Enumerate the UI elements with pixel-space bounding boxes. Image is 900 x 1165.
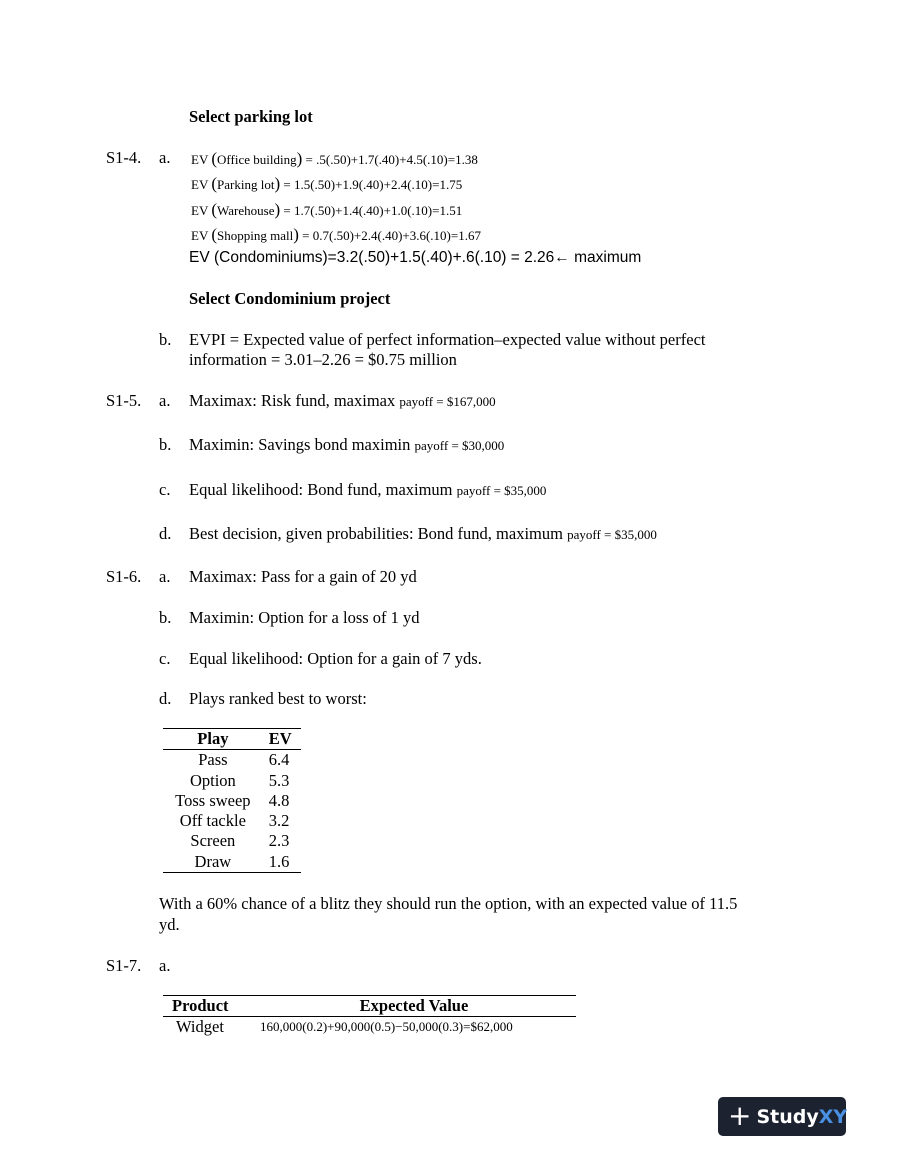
play-cell: Option [189, 770, 236, 790]
item-label-s1-4-a: a. [159, 148, 171, 167]
ev-line-condominiums: EV (Condominiums)=3.2(.50)+1.5(.40)+.6(.10) = 2.26← maximum [189, 249, 642, 266]
play-cell: Screen [190, 831, 236, 851]
table-header-expected-value: Expected Value [252, 996, 576, 1017]
s1-5-a-text: Maximax: Risk fund, maximax payoff = $167,000 [189, 391, 496, 410]
s1-6-d-text: Plays ranked best to worst: [189, 689, 367, 708]
play-cell: Toss sweep [175, 790, 251, 810]
table-row [163, 1017, 576, 1038]
studyxy-logo [718, 1097, 846, 1136]
s1-6-a-text: Maximax: Pass for a gain of 20 yd [189, 567, 417, 586]
product-cell: Widget [176, 1017, 224, 1037]
evpi-line-1: EVPI = Expected value of perfect information–expected value without perfect [189, 330, 706, 349]
product-expected-value-table [163, 995, 576, 1038]
ev-cell: 5.3 [268, 770, 290, 790]
table-header-product: Product [163, 996, 252, 1017]
play-cell: Pass [198, 750, 228, 770]
item-label-s1-7-a: a. [159, 956, 171, 975]
plays-ranked-table [163, 728, 301, 873]
table-row [163, 831, 301, 851]
ev-cell: 1.6 [263, 852, 301, 873]
s1-6-c-text: Equal likelihood: Option for a gain of 7 yds. [189, 649, 482, 668]
table-row [163, 771, 301, 791]
table-header-play: Play [163, 729, 263, 750]
table-row [163, 750, 301, 771]
item-label-s1-5-a: a. [159, 391, 171, 410]
item-label-s1-6-a: a. [159, 567, 171, 586]
ev-cell: 6.4 [268, 750, 290, 770]
plus-icon: + [728, 1098, 752, 1132]
item-label-s1-6-c: c. [159, 649, 171, 668]
s1-5-d-text: Best decision, given probabilities: Bond fund, maximum payoff = $35,000 [189, 524, 657, 543]
blitz-note-line-2: yd. [159, 915, 180, 934]
expected-value-cell: 160,000(0.2)+90,000(0.5)−50,000(0.3)=$62,000 [260, 1019, 513, 1035]
item-label-s1-5-c: c. [159, 480, 171, 499]
problem-number-s1-6: S1-6. [106, 567, 142, 586]
item-label-s1-4-b: b. [159, 330, 172, 349]
ev-line-office-building: EV (Office building) = .5(.50)+1.7(.40)+4.5(.10)=1.38 [191, 149, 478, 168]
ev-line-parking-lot: EV (Parking lot) = 1.5(.50)+1.9(.40)+2.4(.10)=1.75 [191, 174, 463, 193]
problem-number-s1-7: S1-7. [106, 956, 142, 975]
logo-text: StudyXY [756, 1105, 848, 1128]
table-row [163, 811, 301, 831]
ev-cell: 2.3 [268, 831, 290, 851]
table-row [163, 791, 301, 811]
problem-number-s1-4: S1-4. [106, 148, 142, 167]
s1-6-b-text: Maximin: Option for a loss of 1 yd [189, 608, 420, 627]
item-label-s1-5-d: d. [159, 524, 172, 543]
blitz-note-line-1: With a 60% chance of a blitz they should run the option, with an expected value of 11.5 [159, 894, 738, 913]
table-header-ev: EV [263, 729, 301, 750]
heading-select-condominium: Select Condominium project [189, 289, 391, 308]
problem-number-s1-5: S1-5. [106, 391, 142, 410]
heading-select-parking-lot: Select parking lot [189, 107, 313, 126]
ev-line-shopping-mall: EV (Shopping mall) = 0.7(.50)+2.4(.40)+3.6(.10)=1.67 [191, 225, 481, 244]
s1-5-c-text: Equal likelihood: Bond fund, maximum payoff = $35,000 [189, 480, 547, 499]
item-label-s1-6-b: b. [159, 608, 172, 627]
evpi-line-2: information = 3.01–2.26 = $0.75 million [189, 350, 457, 369]
play-cell: Off tackle [179, 811, 246, 831]
item-label-s1-5-b: b. [159, 435, 172, 454]
item-label-s1-6-d: d. [159, 689, 172, 708]
play-cell: Draw [163, 852, 263, 873]
ev-line-warehouse: EV (Warehouse) = 1.7(.50)+1.4(.40)+1.0(.10)=1.51 [191, 200, 463, 219]
ev-cell: 4.8 [268, 790, 290, 810]
table-row [163, 852, 301, 873]
s1-5-b-text: Maximin: Savings bond maximin payoff = $30,000 [189, 435, 505, 454]
ev-cell: 3.2 [268, 811, 290, 831]
